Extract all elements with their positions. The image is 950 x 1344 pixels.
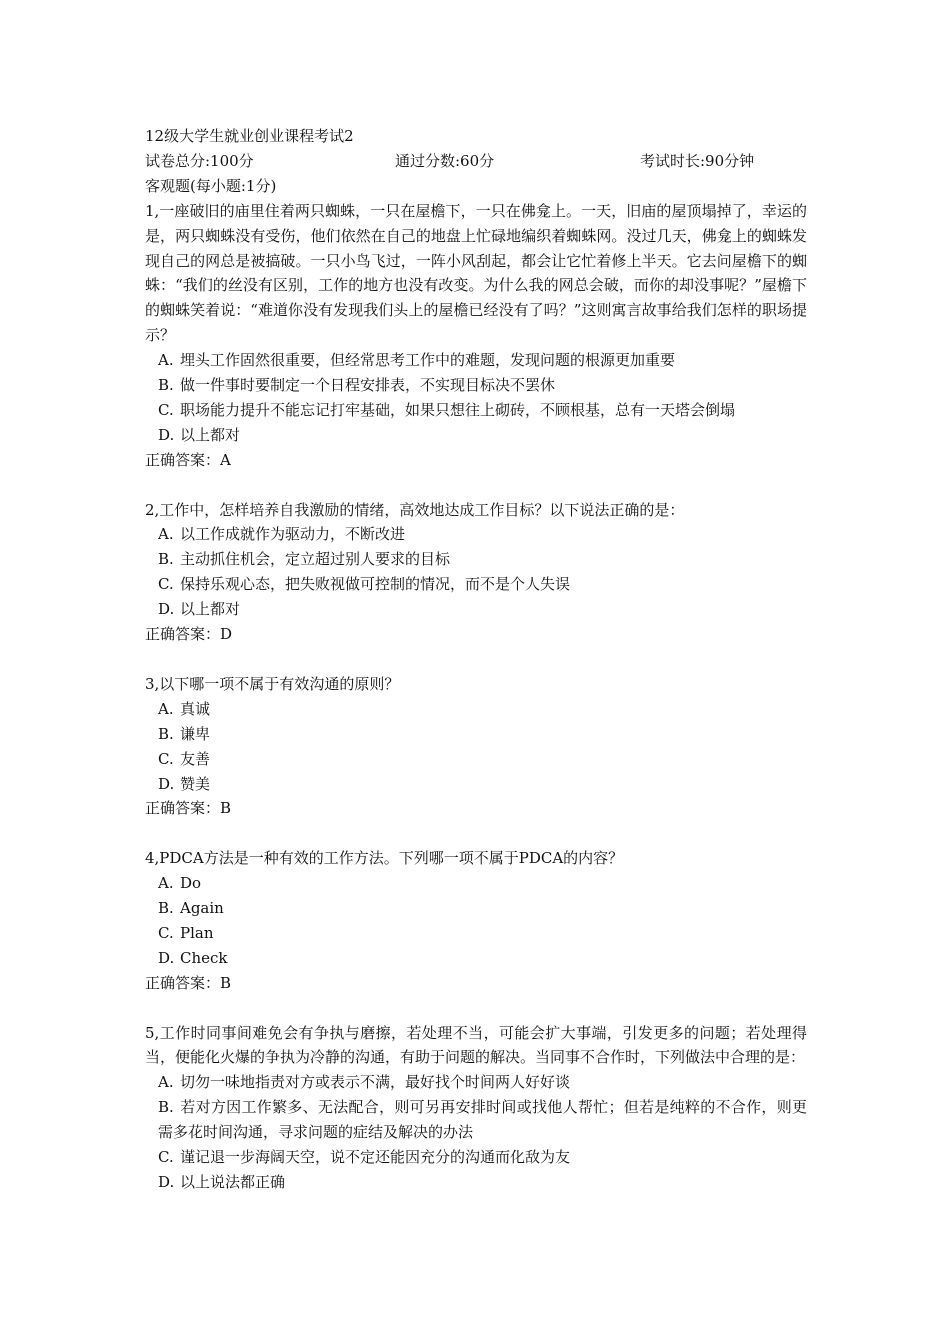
option-letter: C. bbox=[158, 400, 174, 419]
option-letter: D. bbox=[158, 600, 175, 619]
question-4-option-c bbox=[145, 921, 807, 946]
question-1-option-d bbox=[145, 423, 807, 448]
question-4-text: 4,PDCA方法是一种有效的工作方法。下列哪一项不属于PDCA的内容？ bbox=[145, 849, 624, 868]
option-text: 以工作成就作为驱动力，不断改进 bbox=[180, 525, 406, 544]
option-text: 保持乐观心态，把失败视做可控制的情况，而不是个人失误 bbox=[180, 575, 571, 594]
exam-title: 12级大学生就业创业课程考试2 bbox=[145, 127, 354, 145]
option-letter: D. bbox=[158, 774, 175, 793]
option-letter: B. bbox=[158, 899, 174, 918]
question-3-text: 3,以下哪一项不属于有效沟通的原则？ bbox=[145, 674, 400, 693]
option-letter: C. bbox=[158, 749, 174, 768]
question-2-text: 2,工作中，怎样培养自我激励的情绪，高效地达成工作目标？以下说法正确的是： bbox=[145, 500, 685, 519]
option-letter: A. bbox=[158, 351, 174, 370]
option-text: 以上说法都正确 bbox=[180, 1173, 286, 1191]
option-text: Plan bbox=[180, 923, 214, 942]
question-2-option-d bbox=[145, 597, 807, 622]
option-text: Again bbox=[180, 899, 224, 918]
option-letter: A. bbox=[158, 874, 174, 893]
exam-meta bbox=[145, 149, 807, 174]
option-letter: D. bbox=[158, 425, 175, 444]
question-4-option-b bbox=[145, 896, 807, 921]
question-5-option-a bbox=[145, 1070, 807, 1095]
option-letter: A. bbox=[158, 525, 174, 544]
question-2-answer: 正确答案：D bbox=[145, 625, 233, 644]
question-5-option-c bbox=[145, 1145, 807, 1170]
option-letter: B. bbox=[158, 724, 174, 743]
question-3-option-a bbox=[145, 697, 807, 722]
section-heading: 客观题(每小题:1分) bbox=[145, 176, 277, 195]
option-text: 谦卑 bbox=[180, 724, 211, 743]
total-score: 试卷总分:100分 bbox=[145, 151, 254, 170]
question-1-option-c bbox=[145, 398, 807, 423]
option-letter: B. bbox=[158, 376, 174, 395]
option-text: 主动抓住机会，定立超过别人要求的目标 bbox=[180, 550, 451, 569]
question-4-option-a bbox=[145, 871, 807, 896]
exam-duration: 考试时长:90分钟 bbox=[640, 151, 755, 170]
question-2-option-a bbox=[145, 522, 807, 547]
question-5-text: 5,工作时同事间难免会有争执与磨擦，若处理不当，可能会扩大事端，引发更多的问题；若处理得当，便能化火爆的争执为冷静的沟通，有助于问题的解决。当同事不合作时，下列做法中合理的是： bbox=[145, 1023, 807, 1067]
option-text: 赞美 bbox=[180, 774, 211, 793]
option-text: Do bbox=[180, 874, 202, 893]
question-5-option-d bbox=[145, 1170, 807, 1195]
option-text: 职场能力提升不能忘记打牢基础，如果只想往上砌砖，不顾根基，总有一天塔会倒塌 bbox=[180, 400, 736, 419]
option-text: 切勿一味地指责对方或表示不满，最好找个时间两人好好谈 bbox=[180, 1073, 571, 1092]
option-letter: C. bbox=[158, 923, 174, 942]
question-1-option-a bbox=[145, 348, 807, 373]
option-text: 以上都对 bbox=[180, 425, 241, 444]
question-3-option-b bbox=[145, 722, 807, 747]
option-text: 做一件事时要制定一个日程安排表，不实现目标决不罢休 bbox=[180, 376, 556, 395]
spacer bbox=[145, 647, 807, 672]
option-text: 真诚 bbox=[180, 699, 211, 718]
question-3-answer: 正确答案：B bbox=[145, 799, 232, 818]
option-text: 以上都对 bbox=[180, 600, 241, 619]
pass-score: 通过分数:60分 bbox=[395, 151, 495, 170]
question-3-option-c bbox=[145, 747, 807, 772]
spacer bbox=[145, 473, 807, 498]
option-text: 友善 bbox=[180, 749, 211, 768]
option-letter: C. bbox=[158, 575, 174, 594]
spacer bbox=[145, 996, 807, 1021]
spacer bbox=[145, 821, 807, 846]
option-letter: A. bbox=[158, 1073, 174, 1092]
question-4-option-d bbox=[145, 946, 807, 971]
option-text: 若对方因工作繁多、无法配合，则可另再安排时间或找他人帮忙；但若是纯粹的不合作，则更需多花时间沟通，寻求问题的症结及解决的办法 bbox=[158, 1098, 807, 1142]
option-letter: D. bbox=[158, 1173, 175, 1191]
option-letter: B. bbox=[158, 1098, 174, 1117]
exam-document bbox=[145, 124, 807, 1195]
option-letter: C. bbox=[158, 1148, 174, 1167]
option-letter: B. bbox=[158, 550, 174, 569]
option-text: 谨记退一步海阔天空，说不定还能因充分的沟通而化敌为友 bbox=[180, 1148, 571, 1167]
question-1-text: 1,一座破旧的庙里住着两只蜘蛛，一只在屋檐下，一只在佛龛上。一天，旧庙的屋顶塌掉了，幸运的是，两只蜘蛛没有受伤，他们依然在自己的地盘上忙碌地编织着蜘蛛网。没过几天，佛龛上的蜘蛛发现自己的网总是被搞破。一只小鸟飞过，一阵小风刮起，都会让它忙着修上半天。它去问屋檐下的蜘蛛：“我们的丝没有区别，工作的地方也没有改变。为什么我的网总会破，而你的却没事呢？”屋檐下的蜘蛛笑着说：“难道你没有发现我们头上的屋檐已经没有了吗？”这则寓言故事给我们怎样的职场提示？ bbox=[145, 201, 807, 345]
question-3-option-d bbox=[145, 772, 807, 797]
question-5-option-b bbox=[145, 1095, 807, 1145]
option-letter: A. bbox=[158, 699, 174, 718]
option-text: 埋头工作固然很重要，但经常思考工作中的难题，发现问题的根源更加重要 bbox=[180, 351, 676, 370]
option-letter: D. bbox=[158, 948, 175, 967]
question-2-option-c bbox=[145, 572, 807, 597]
question-1-answer: 正确答案：A bbox=[145, 450, 231, 469]
question-1-option-b bbox=[145, 373, 807, 398]
question-4-answer: 正确答案：B bbox=[145, 973, 232, 992]
question-2-option-b bbox=[145, 547, 807, 572]
option-text: Check bbox=[180, 948, 228, 967]
